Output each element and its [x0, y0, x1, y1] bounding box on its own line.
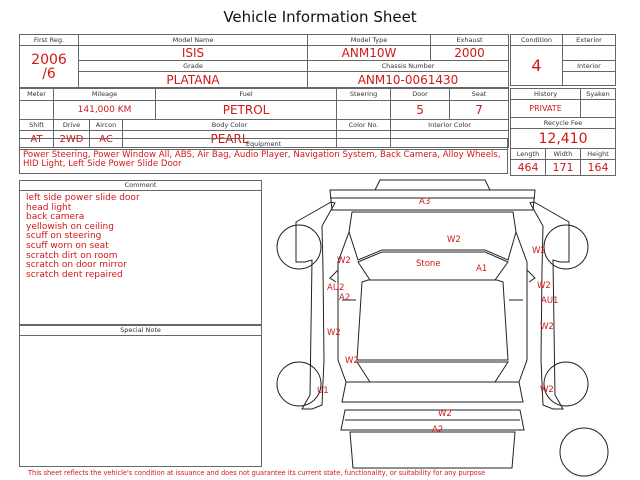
exhaust-value: 2000 — [431, 46, 509, 61]
damage-mark: U1 — [317, 386, 329, 396]
history-value: PRIVATE — [511, 100, 581, 118]
first-reg-value — [20, 46, 79, 88]
aircon-label: Aircon — [90, 119, 123, 131]
damage-mark: A2 — [339, 293, 351, 303]
comment-line: scuff on steering — [26, 231, 102, 242]
condition-table — [510, 34, 616, 86]
fuel-value: PETROL — [156, 100, 337, 119]
recycle-fee-value: 12,410 — [511, 129, 616, 149]
shift-value: AT — [20, 131, 54, 148]
condition-label: Condition — [511, 35, 563, 46]
damage-mark: W2 — [532, 246, 546, 256]
comment-line: left side power slide door — [26, 193, 140, 203]
damage-mark: W2 — [540, 322, 554, 332]
height-value: 164 — [581, 160, 616, 176]
interior-value — [563, 71, 616, 86]
aircon-value: AC — [90, 131, 123, 148]
first-reg-label: First Reg. — [20, 35, 79, 46]
model-table — [19, 34, 509, 88]
comment-line: scratch on door mirror — [26, 260, 127, 271]
length-label: Length — [511, 149, 546, 160]
damage-mark: W2 — [345, 356, 359, 366]
grade-label: Grade — [79, 61, 308, 72]
comment-line: back camera — [26, 212, 85, 223]
fuel-label: Fuel — [156, 89, 337, 101]
special-note-label: Special Note — [20, 326, 261, 336]
damage-mark: W2 — [337, 256, 351, 266]
comment-line: scuff worn on seat — [26, 240, 109, 251]
roof — [357, 280, 508, 360]
comment-line: scratch dent repaired — [26, 269, 123, 280]
exhaust-label: Exhaust — [431, 35, 509, 46]
damage-mark: W2 — [540, 385, 554, 395]
grade-value: PLATANA — [79, 72, 308, 88]
rear-glass — [357, 362, 508, 382]
drive-value: 2WD — [54, 131, 90, 148]
mileage-value: 141,000 KM — [54, 100, 156, 119]
body-color-label: Body Color — [123, 119, 337, 131]
drive-label: Drive — [54, 119, 90, 131]
chassis-label: Chassis Number — [308, 61, 509, 72]
syaken-label: Syaken — [581, 89, 616, 100]
condition-value: 4 — [511, 46, 563, 86]
front-right-tire — [544, 225, 588, 269]
footer-disclaimer: This sheet reflects the vehicle's condition at issuance and does not guarantee its current state, functionality, or suitability for any purpose — [28, 469, 486, 477]
damage-mark: A2 — [432, 425, 444, 435]
interior-color-label: Interior Color — [391, 119, 509, 131]
damage-mark: Stone — [416, 259, 441, 269]
front-bumper — [330, 190, 535, 210]
recycle-fee-label: Recycle Fee — [511, 118, 616, 129]
spare-tire — [560, 428, 608, 476]
door-label: Door — [391, 89, 450, 101]
width-value: 171 — [546, 160, 581, 176]
damage-mark: AU1 — [541, 296, 559, 306]
damage-mark: W2 — [447, 235, 461, 245]
meter-value — [20, 100, 54, 119]
sheet-title: Vehicle Information Sheet — [223, 8, 417, 26]
seat-label: Seat — [450, 89, 509, 101]
comment-line: head light — [26, 202, 72, 213]
first-reg-year: 2006 — [31, 51, 67, 68]
exterior-label: Exterior — [563, 35, 616, 46]
damage-mark: W2 — [438, 409, 452, 419]
comment-list — [26, 194, 261, 280]
seat-value: 7 — [450, 100, 509, 119]
comment-line: yellowish on ceiling — [26, 221, 114, 232]
damage-mark: W2 — [327, 328, 341, 338]
equipment-table — [19, 138, 508, 174]
tailgate — [342, 382, 523, 402]
equipment-value: Power Steering, Power Window All, ABS, Air Bag, Audio Player, Navigation System, Back Camera, Alloy Wheels, HID Light, Left Side Power Slide Door — [20, 150, 508, 174]
height-label: Height — [581, 149, 616, 160]
steering-value — [337, 100, 391, 119]
comment-box — [19, 180, 262, 325]
door-value: 5 — [391, 100, 450, 119]
comment-line: scratch dirt on room — [26, 250, 118, 261]
syaken-value — [581, 100, 616, 118]
meter-label: Meter — [20, 89, 54, 101]
model-type-label: Model Type — [308, 35, 431, 46]
model-name-value: ISIS — [79, 46, 308, 61]
shift-label: Shift — [20, 119, 54, 131]
hood — [349, 212, 516, 260]
chassis-value: ANM10-0061430 — [308, 72, 509, 88]
model-type-value: ANM10W — [308, 46, 431, 61]
damage-mark: W2 — [537, 281, 551, 291]
history-label: History — [511, 89, 581, 100]
length-value: 464 — [511, 160, 546, 176]
rear-panel — [350, 432, 515, 468]
first-reg-month: /6 — [42, 65, 56, 82]
body-color-value: PEARL — [123, 131, 337, 148]
mileage-label: Mileage — [54, 89, 156, 101]
rear-left-tire — [277, 362, 321, 406]
width-label: Width — [546, 149, 581, 160]
interior-label: Interior — [563, 60, 616, 71]
history-table — [510, 88, 616, 176]
steering-label: Steering — [337, 89, 391, 101]
exterior-value — [563, 46, 616, 61]
equipment-label: Equipment — [20, 139, 508, 150]
front-left-tire — [277, 225, 321, 269]
rear-right-tire — [544, 362, 588, 406]
color-no-label: Color No. — [337, 119, 391, 131]
damage-mark: AU2 — [327, 283, 345, 293]
model-name-label: Model Name — [79, 35, 308, 46]
damage-mark: A1 — [476, 264, 488, 274]
left-side-body — [296, 202, 335, 409]
damage-mark: A3 — [419, 197, 431, 207]
comment-label: Comment — [20, 181, 261, 191]
special-note-box — [19, 325, 262, 467]
